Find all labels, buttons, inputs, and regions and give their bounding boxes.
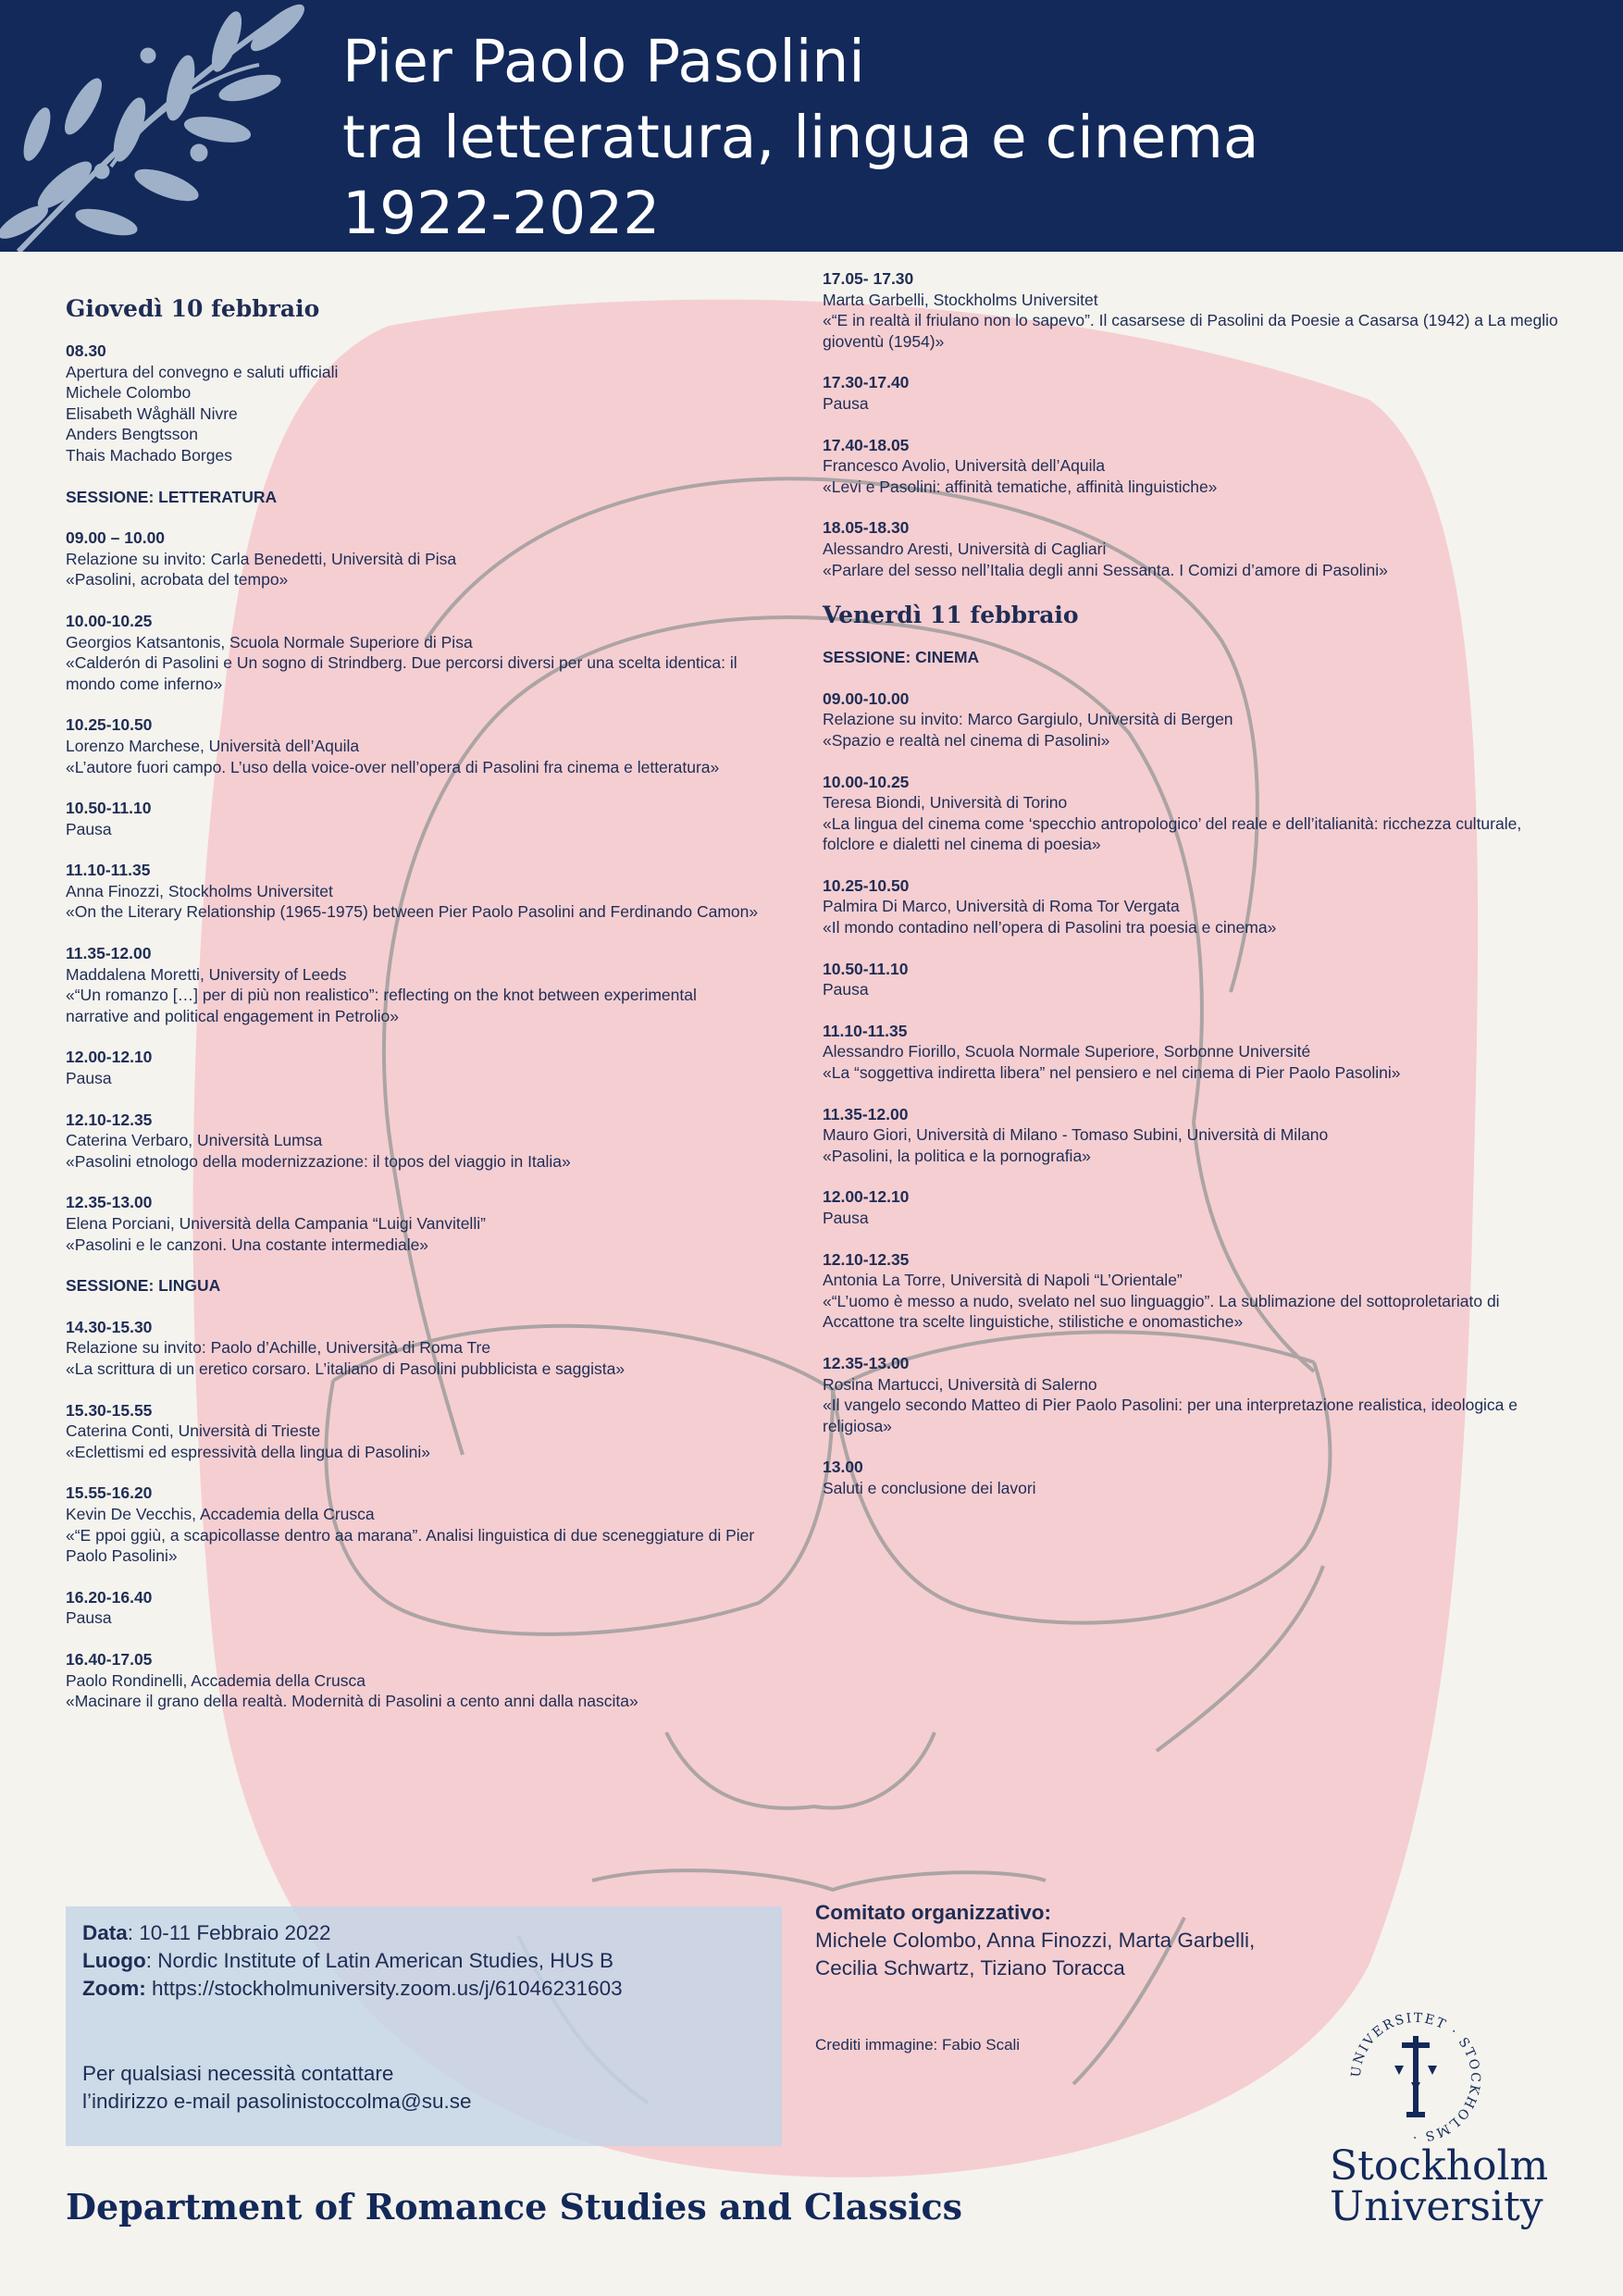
program-item — [823, 372, 1581, 414]
session-time: 15.30-15.55 — [66, 1400, 153, 1420]
program-item — [823, 772, 1581, 855]
session-heading: SESSIONE: LINGUA — [66, 1276, 221, 1296]
session-time: 10.25-10.50 — [823, 875, 910, 895]
session-time: 11.10-11.35 — [66, 861, 151, 880]
zoom-link[interactable]: https://stockholmuniversity.zoom.us/j/61046231603 — [145, 1977, 623, 2000]
session-detail: Marta Garbelli, Stockholms Universitet — [823, 290, 1098, 309]
session-detail: Alessandro Fiorillo, Scuola Normale Superiore, Sorbonne Université — [823, 1042, 1311, 1061]
organizing-committee — [815, 1899, 1333, 1982]
program-left-column — [66, 294, 797, 1732]
program-item — [66, 527, 797, 590]
session-detail: «Pasolini, la politica e la pornografia» — [823, 1146, 1091, 1165]
program-item — [66, 1649, 797, 1712]
program-item — [823, 689, 1581, 751]
session-detail: Francesco Avolio, Università dell’Aquila — [823, 456, 1106, 476]
session-detail: Elisabeth Wåghäll Nivre — [66, 403, 238, 423]
session-detail: Thais Machado Borges — [66, 445, 232, 465]
program-item — [823, 1457, 1581, 1498]
session-detail: Relazione su invito: Marco Gargiulo, Università di Bergen — [823, 710, 1233, 729]
session-detail: «Pasolini etnologo della modernizzazione: il topos del viaggio in Italia» — [66, 1151, 571, 1171]
university-seal-icon — [1346, 2008, 1485, 2147]
day-heading: Giovedì 10 febbraio — [66, 295, 320, 322]
session-detail: «Il mondo contadino nell’opera di Pasolini tra poesia e cinema» — [823, 918, 1277, 937]
session-time: 12.00-12.10 — [66, 1048, 153, 1067]
session-detail: «Il vangelo secondo Matteo di Pier Paolo Pasolini: per una interpretazione realistica, ideologica e — [823, 1396, 1518, 1415]
session-detail: «Eclettismi ed espressività della lingua di Pasolini» — [66, 1442, 430, 1461]
session-detail: «“Un romanzo […] per di più non realistico”: reflecting on the knot between experimental — [66, 986, 697, 1005]
session-detail: Caterina Verbaro, Università Lumsa — [66, 1131, 323, 1150]
session-detail: «Macinare il grano della realtà. Modernità di Pasolini a cento anni dalla nascita» — [66, 1692, 638, 1711]
session-detail: «On the Literary Relationship (1965-1975) between Pier Paolo Pasolini and Ferdinando Camon» — [66, 902, 759, 922]
session-detail: «“L’uomo è messo a nudo, svelato nel suo linguaggio”. La sublimazione del sottoproletariato di — [823, 1291, 1500, 1310]
committee-title: Comitato organizzativo: — [815, 1901, 1052, 1924]
session-time: 12.35-13.00 — [823, 1353, 910, 1372]
image-credits: Crediti immagine: Fabio Scali — [815, 2036, 1021, 2054]
session-detail: Pausa — [66, 1069, 112, 1088]
session-time: 17.30-17.40 — [823, 373, 910, 392]
session-time: 08.30 — [66, 341, 106, 360]
session-time: 10.00-10.25 — [823, 772, 910, 791]
logo-wordmark: Stockholm — [1330, 2142, 1549, 2190]
session-time: 17.05- 17.30 — [823, 269, 914, 288]
program-item — [823, 1186, 1581, 1228]
title-line: 1922-2022 — [342, 180, 661, 247]
logo-wordmark: University — [1330, 2183, 1543, 2230]
session-detail: Saluti e conclusione dei lavori — [823, 1478, 1036, 1497]
program-item — [823, 1021, 1581, 1084]
session-detail: Maddalena Moretti, University of Leeds — [66, 964, 347, 984]
session-time: 12.10-12.35 — [66, 1110, 153, 1129]
session-detail: Accattone tra scelte linguistiche, stilistiche e onomastiche» — [823, 1312, 1244, 1332]
program-item — [66, 1192, 797, 1255]
session-time: 16.20-16.40 — [66, 1587, 153, 1607]
department-name: Department of Romance Studies and Classics — [66, 2186, 963, 2228]
program-item — [66, 1483, 797, 1566]
header-banner — [0, 0, 1623, 252]
session-detail: Relazione su invito: Paolo d’Achille, Università di Roma Tre — [66, 1338, 491, 1358]
session-detail: Georgios Katsantonis, Scuola Normale Superiore di Pisa — [66, 632, 473, 652]
title-line: Pier Paolo Pasolini — [342, 28, 865, 95]
location-row: Luogo: Nordic Institute of Latin American Studies, HUS B — [82, 1949, 613, 1972]
session-detail: Paolo Rondinelli, Accademia della Crusca — [66, 1670, 365, 1690]
session-detail: «Parlare del sesso nell’Italia degli anni Sessanta. I Comizi d’amore di Pasolini» — [823, 560, 1388, 579]
session-detail: Pausa — [66, 1608, 112, 1628]
session-detail: Caterina Conti, Università di Trieste — [66, 1421, 321, 1441]
program-item — [823, 875, 1581, 938]
session-time: 15.55-16.20 — [66, 1483, 153, 1503]
session-time: 10.00-10.25 — [66, 611, 153, 630]
program-item — [66, 714, 797, 777]
contact-line: Per qualsiasi necessità contattare — [82, 2062, 394, 2085]
session-detail: Teresa Biondi, Università di Torino — [823, 793, 1068, 813]
session-detail: Palmira Di Marco, Università di Roma Tor Vergata — [823, 897, 1180, 916]
day-heading: Venerdì 11 febbraio — [823, 602, 1079, 629]
date-row: Data: 10-11 Febbraio 2022 — [82, 1921, 331, 1944]
program-list — [823, 647, 1581, 1498]
session-time: 11.35-12.00 — [823, 1104, 909, 1123]
session-time: 12.00-12.10 — [823, 1187, 910, 1207]
olive-branch-icon — [0, 0, 333, 252]
committee-members: Cecilia Schwartz, Tiziano Toracca — [815, 1956, 1125, 1980]
program-list — [823, 268, 1581, 580]
session-detail: Anna Finozzi, Stockholms Universitet — [66, 881, 333, 900]
svg-text:UNIVERSITET · STOCKHOLMS ·: UNIVERSITET · STOCKHOLMS · — [1348, 2010, 1483, 2145]
program-item — [823, 1353, 1581, 1436]
stockholm-university-logo — [1319, 2008, 1568, 2277]
session-time: 11.10-11.35 — [823, 1021, 908, 1040]
session-detail: Mauro Giori, Università di Milano - Tomaso Subini, Università di Milano — [823, 1125, 1329, 1145]
program-item — [823, 517, 1581, 580]
program-item — [66, 798, 797, 839]
session-detail: «Levi e Pasolini: affinità tematiche, affinità linguistiche» — [823, 477, 1218, 496]
zoom-row[interactable]: Zoom: https://stockholmuniversity.zoom.us/j/61046231603 — [82, 1977, 623, 2000]
session-time: 09.00-10.00 — [823, 689, 910, 708]
session-detail: folclore e dialetti nel cinema di poesia» — [823, 835, 1101, 854]
program-item — [66, 341, 797, 466]
session-time: 12.10-12.35 — [823, 1249, 910, 1269]
session-detail: «La “soggettiva indiretta libera” nel pensiero e nel cinema di Pier Paolo Pasolini» — [823, 1063, 1401, 1083]
program-item — [823, 435, 1581, 498]
program-item — [66, 1317, 797, 1380]
program-item — [66, 943, 797, 1026]
session-detail: Rosina Martucci, Università di Salerno — [823, 1374, 1097, 1394]
committee-members: Michele Colombo, Anna Finozzi, Marta Garbelli, — [815, 1929, 1256, 1952]
session-detail: Kevin De Vecchis, Accademia della Crusca — [66, 1504, 375, 1523]
session-detail: «La scrittura di un eretico corsaro. L’italiano di Pasolini pubblicista e saggista» — [66, 1359, 626, 1378]
page-title — [342, 24, 1258, 252]
session-detail: «Calderón di Pasolini e Un sogno di Strindberg. Due percorsi diversi per una scelta identica: il — [66, 653, 737, 673]
session-time: 10.50-11.10 — [66, 799, 152, 818]
session-time: 17.40-18.05 — [823, 435, 910, 454]
session-heading: SESSIONE: LETTERATURA — [66, 487, 278, 506]
program-item — [66, 1400, 797, 1463]
session-time: 10.50-11.10 — [823, 959, 909, 978]
session-heading: SESSIONE: CINEMA — [823, 648, 980, 667]
session-time: 16.40-17.05 — [66, 1649, 153, 1669]
session-time: 13.00 — [823, 1458, 863, 1477]
session-time: 18.05-18.30 — [823, 518, 910, 538]
program-item — [66, 860, 797, 923]
program-list — [66, 341, 797, 1712]
session-detail: gioventù (1954)» — [823, 331, 945, 351]
session-detail: Pausa — [823, 393, 869, 413]
program-right-column — [823, 268, 1581, 1520]
session-detail: Apertura del convegno e saluti ufficiali — [66, 362, 339, 381]
program-item — [823, 1249, 1581, 1333]
session-detail: Antonia La Torre, Università di Napoli “L’Orientale” — [823, 1271, 1183, 1290]
program-item — [823, 959, 1581, 1000]
program-item — [66, 1587, 797, 1629]
session-detail: «Spazio e realtà nel cinema di Pasolini» — [823, 730, 1110, 750]
program-item — [66, 1047, 797, 1088]
session-time: 11.35-12.00 — [66, 944, 152, 963]
session-detail: Alessandro Aresti, Università di Cagliari — [823, 539, 1107, 558]
session-detail: «“E in realtà il friulano non lo sapevo”. Il casarsese di Pasolini da Poesie a Casarsa (1942) a La meglio — [823, 311, 1558, 330]
session-time: 09.00 – 10.00 — [66, 528, 166, 548]
program-item — [823, 268, 1581, 352]
session-time: 12.35-13.00 — [66, 1193, 153, 1212]
session-detail: «L’autore fuori campo. L’uso della voice-over nell’opera di Pasolini fra cinema e letteratura» — [66, 757, 720, 776]
session-detail: Pausa — [66, 819, 112, 838]
session-detail: «Pasolini, acrobata del tempo» — [66, 570, 289, 590]
session-detail: Elena Porciani, Università della Campania “Luigi Vanvitelli” — [66, 1214, 486, 1233]
session-detail: religiosa» — [823, 1416, 892, 1435]
session-detail: Michele Colombo — [66, 383, 192, 403]
session-detail: «“E ppoi ggiù, a scapicollasse dentro aa marana”. Analisi linguistica di due sceneggiature di Pier — [66, 1525, 755, 1545]
session-detail: Paolo Pasolini» — [66, 1546, 178, 1566]
program-item — [66, 611, 797, 694]
session-detail: Pausa — [823, 1209, 869, 1227]
session-detail: Lorenzo Marchese, Università dell’Aquila — [66, 736, 360, 755]
session-detail: «La lingua del cinema come ‘specchio antropologico’ del reale e dell’italianità: ricchezza culturale, — [823, 813, 1522, 833]
session-detail: «Pasolini e le canzoni. Una costante intermediale» — [66, 1235, 429, 1254]
session-time: 14.30-15.30 — [66, 1317, 153, 1336]
title-line: tra letteratura, lingua e cinema — [342, 104, 1259, 171]
session-time: 10.25-10.50 — [66, 715, 153, 735]
event-info-box — [66, 1906, 782, 2146]
session-detail: narrative and political engagement in Petrolio» — [66, 1006, 399, 1025]
session-detail: Anders Bengtsson — [66, 425, 199, 444]
session-detail: mondo come inferno» — [66, 674, 223, 693]
session-detail: Relazione su invito: Carla Benedetti, Università di Pisa — [66, 549, 457, 568]
session-detail: Pausa — [823, 980, 869, 999]
program-item — [823, 1104, 1581, 1167]
contact-email[interactable]: l’indirizzo e-mail pasolinistoccolma@su.se — [82, 2090, 472, 2113]
program-item — [66, 1110, 797, 1173]
